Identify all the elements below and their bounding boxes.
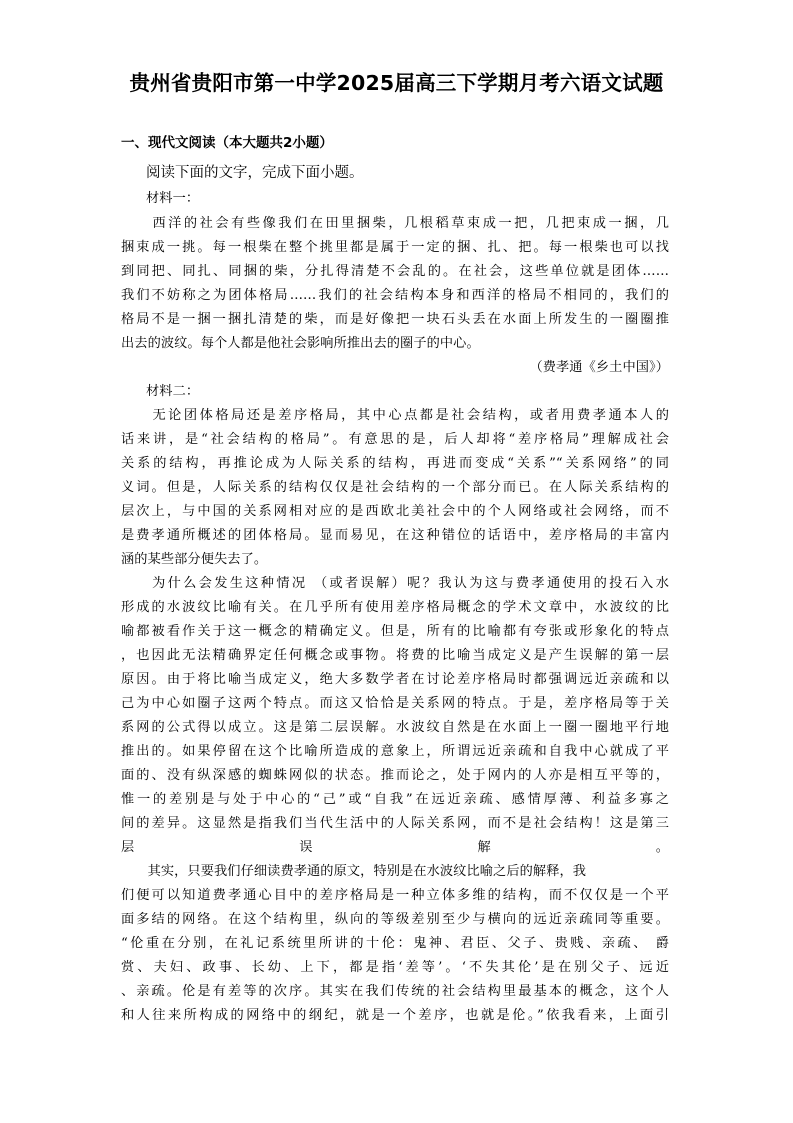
text-line: 们便可以知道费孝通心目中的差序格局是一种立体多维的结构，而不仅仅是一个平 (121, 888, 669, 903)
text-line: 涵的某些部分便失去了。 (121, 552, 268, 567)
text-line: 是费孝通所概述的团体格局。显而易见，在这种错位的话语中，差序格局的丰富内 (121, 528, 669, 543)
text-line: 层次上，与中国的关系网相对应的是西欧北美社会中的个人网络或社会网络，而不 (121, 504, 669, 519)
reading-instruction: 阅读下面的文字，完成下面小题。 (146, 165, 364, 181)
text-line: “伦重在分别，在礼记系统里所讲的十伦：鬼神、君臣、父子、贵贱、亲疏、 爵 (121, 936, 669, 951)
text-line: 间的差异。这显然是指我们当代生活中的人际关系网，而不是社会结构！这是第三 (121, 816, 669, 831)
text-line: 出去的波纹。每个人都是他社会影响所推出去的圈子的中心。 (121, 336, 480, 351)
text-line: 惟一的差别是与处于中心的“己”或“自我”在远近亲疏、感情厚薄、利益多寡之 (121, 792, 669, 807)
text-line: 面的、没有纵深感的蜘蛛网似的状态。推而论之，处于网内的人亦是相互平等的， (121, 768, 669, 783)
text-line: 系网的公式得以成立。这是第二层误解。水波纹自然是在水面上一圈一圈地平行地 (121, 720, 669, 735)
text-line: 喻都被看作关于这一概念的精确定义。但是，所有的比喻都有夸张或形象化的特点 (121, 624, 669, 639)
text-line: 、亲疏。伦是有差等的次序。其实在我们传统的社会结构里最基本的概念，这个人 (121, 984, 669, 999)
text-line: 话来讲，是“社会结构的格局”。有意思的是，后人却将“差序格局”理解成社会 (121, 432, 669, 447)
text-line: 捆束成一挑。每一根柴在整个挑里都是属于一定的捆、扎、把。每一根柴也可以找 (121, 240, 669, 255)
text-line: 格局不是一捆一捆扎清楚的柴，而是好像把一块石头丢在水面上所发生的一圈圈推 (121, 312, 669, 327)
text-line: 己为中心如圈子这两个特点。而这又恰恰是关系网的特点。于是，差序格局等于关 (121, 696, 669, 711)
material-label: 材料一： (146, 191, 200, 206)
text-line: 西洋的社会有些像我们在田里捆柴，几根稻草束成一把，几把束成一捆，几 (121, 216, 669, 231)
citation: （费孝通《乡土中国》） (529, 360, 669, 375)
section-heading: 一、现代文阅读（本大题共2小题） (121, 135, 333, 151)
text-line: 和人往来所构成的网络中的纲纪，就是一个差序，也就是伦。”依我看来，上面引 (121, 1008, 669, 1023)
text-line: 赏、夫妇、政事、长幼、上下，都是指‘差等’。‘不失其伦’是在别父子、远近 (121, 960, 669, 975)
text-line: 推出的。如果停留在这个比喻所造成的意象上，所谓远近亲疏和自我中心就成了平 (121, 744, 669, 759)
text-line: 原因。由于将比喻当成定义，绝大多数学者在讨论差序格局时都强调远近亲疏和以 (121, 672, 669, 687)
text-line: 面多结的网络。在这个结构里，纵向的等级差别至少与横向的远近亲疏同等重要。 (121, 912, 669, 927)
text-line: 层误解。 (121, 840, 669, 855)
text-line: 为什么会发生这种情况 （或者误解）呢？我认为这与费孝通使用的投石入水 (121, 576, 669, 591)
text-line: 形成的水波纹比喻有关。在几乎所有使用差序格局概念的学术文章中，水波纹的比 (121, 600, 669, 615)
text-line: 其实，只要我们仔细读费孝通的原文，特别是在水波纹比喻之后的解释，我 (121, 864, 587, 879)
text-line: 我们不妨称之为团体格局……我们的社会结构本身和西洋的格局不相同的，我们的 (121, 288, 669, 303)
text-line: 义词。但是，人际关系的结构仅仅是社会结构的一个部分而已。在人际关系结构的 (121, 480, 669, 495)
document-title: 贵州省贵阳市第一中学2025届高三下学期月考六语文试题 (129, 71, 664, 95)
text-line: ，也因此无法精确界定任何概念或事物。将费的比喻当成定义是产生误解的第一层 (121, 648, 669, 663)
material-label: 材料二： (146, 384, 200, 399)
text-line: 到同把、同扎、同捆的柴，分扎得清楚不会乱的。在社会，这些单位就是团体…… (121, 264, 669, 279)
text-line: 无论团体格局还是差序格局，其中心点都是社会结构，或者用费孝通本人的 (121, 408, 669, 423)
text-line: 关系的结构，再推论成为人际关系的结构，再进而变成“关系”“关系网络”的同 (121, 456, 669, 471)
